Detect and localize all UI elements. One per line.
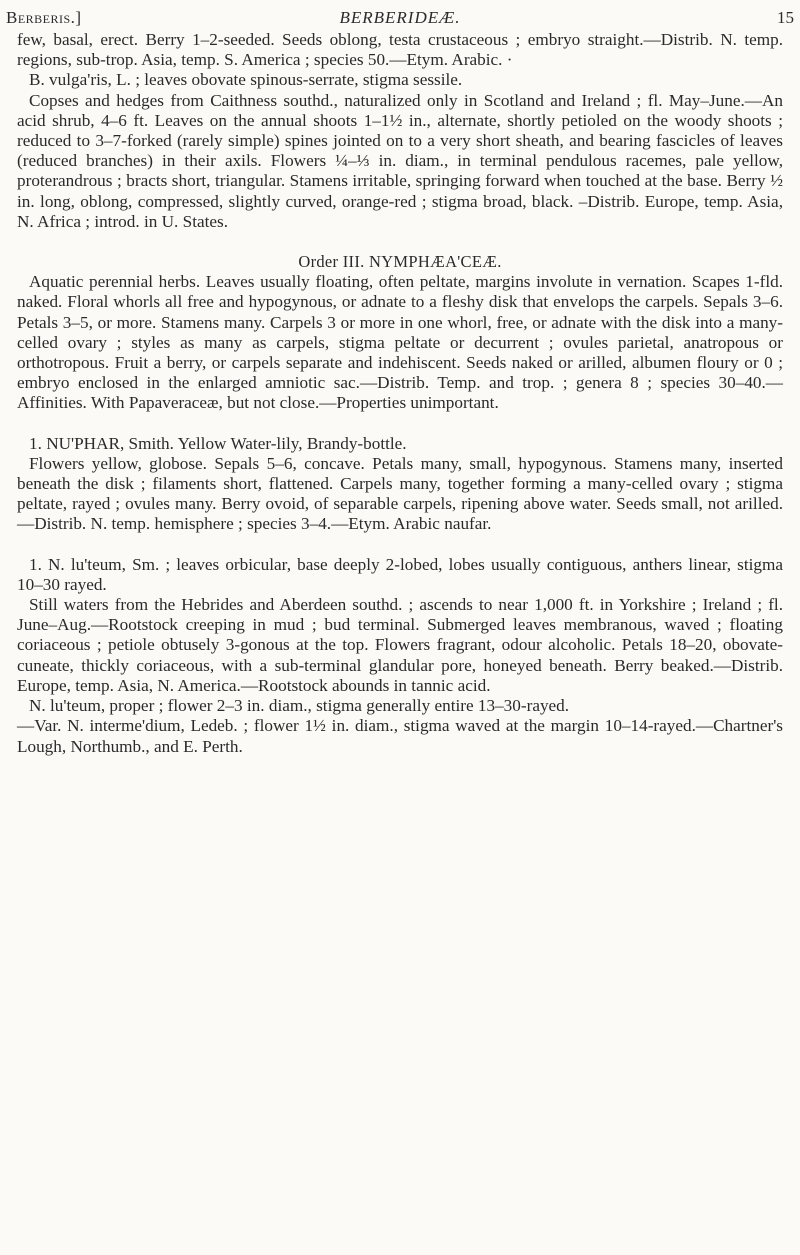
genus-heading-nuphar: 1. NU'PHAR, Smith. Yellow Water-lily, Brandy-bottle. (29, 433, 407, 453)
genus-description-nuphar: Flowers yellow, globose. Sepals 5–6, concave. Petals many, small, hypogynous. Stamens many, inserted beneath the disk ; filaments short, flattened. Carpels many, together forming a many-celled ovary ; stigma peltate, rayed ; ovules many. Berry ovoid, of separable carpels, ripening above water. Seeds small, not arilled.—Distrib. N. temp. hemisphere ; species 3–4.—Etym. Arabic naufar. (17, 453, 783, 534)
spacer (17, 535, 783, 555)
order-description: Aquatic perennial herbs. Leaves usually floating, often peltate, margins involute in vernation. Scapes 1-fld. naked. Floral whorls all free and hypogynous, or adnate to a fleshy disk that envelops the carpels. Sepals 3–6. Petals 3–5, or more. Stamens many. Carpels 3 or more in one whorl, free, or adnate with the disk into a many-celled ovary ; styles as many as carpels, stigma peltate or decurrent ; ovules parietal, anatropous or orthotropous. Fruit a berry, or carpels separate and indehiscent. Seeds naked or arilled, albumen floury or 0 ; embryo enclosed in the enlarged amniotic sac.—Distrib. Temp. and trop. ; genera 8 ; species 30–40.—Affinities. With Papaveraceæ, but not close.—Properties unimportant. (17, 272, 783, 413)
spacer (17, 232, 783, 252)
subspecies-luteum-proper: N. lu'teum, proper ; flower 2–3 in. diam., stigma generally entire 13–30-rayed. (29, 696, 570, 716)
page-number: 15 (777, 8, 794, 27)
species-description-luteum: Still waters from the Hebrides and Aberdeen southd. ; ascends to near 1,000 ft. in Yorkshire ; Ireland ; fl. June–Aug.—Rootstock creeping in mud ; bud terminal. Submerged leaves membranous, waved ; floating coriaceous ; petiole obtusely 3-gonous at the top. Flowers fragrant, odour alcoholic. Petals 18–20, obovate-cuneate, thickly coriaceous, with a sub-terminal glandular pore, honeyed beneath. Berry beaked.—Distrib. Europe, temp. Asia, N. America.—Rootstock abounds in tannic acid. (17, 595, 783, 695)
header-genus: Berberis.] (6, 8, 82, 27)
species-description-vulgaris: Copses and hedges from Caithness southd., naturalized only in Scotland and Ireland ; fl. May–June.—An acid shrub, 4–6 ft. Leaves on the annual shoots 1–1½ in., alternate, shortly petioled on the woody shoots ; reduced to 3–7-forked (rarely simple) spines jointed on to a very short sheath, and bearing fascicles of leaves (reduced branches) in their axils. Flowers ¼–⅓ in. diam., in terminal pendulous racemes, pale yellow, proterandrous ; bracts short, triangular. Stamens irritable, springing forward when touched at the base. Berry ½ in. long, oblong, compressed, slightly curved, orange-red ; stigma broad, black. –Distrib. Europe, temp. Asia, N. Africa ; introd. in U. States. (17, 90, 783, 231)
order-heading: Order III. NYMPHÆA'CEÆ. (298, 252, 502, 272)
species-heading-vulgaris: B. vulga'ris, L. ; leaves obovate spinous-serrate, stigma sessile. (29, 70, 463, 90)
page-body (17, 30, 783, 757)
running-header (6, 4, 794, 30)
species-heading-luteum: 1. N. lu'teum, Sm. ; leaves orbicular, base deeply 2-lobed, lobes usually contiguous, anthers linear, stigma 10–30 rayed. (17, 554, 783, 594)
spacer (17, 414, 783, 434)
variety-intermedium: —Var. N. interme'dium, Ledeb. ; flower 1½ in. diam., stigma waved at the margin 10–14-rayed.—Chartner's Lough, Northumb., and E. Perth. (17, 716, 783, 756)
berberis-genus-end: few, basal, erect. Berry 1–2-seeded. Seeds oblong, testa crustaceous ; embryo straight.—Distrib. N. temp. regions, sub-trop. Asia, temp. S. America ; species 50.—Etym. Arabic. · (17, 30, 783, 70)
header-family: BERBERIDEÆ. (339, 8, 461, 27)
